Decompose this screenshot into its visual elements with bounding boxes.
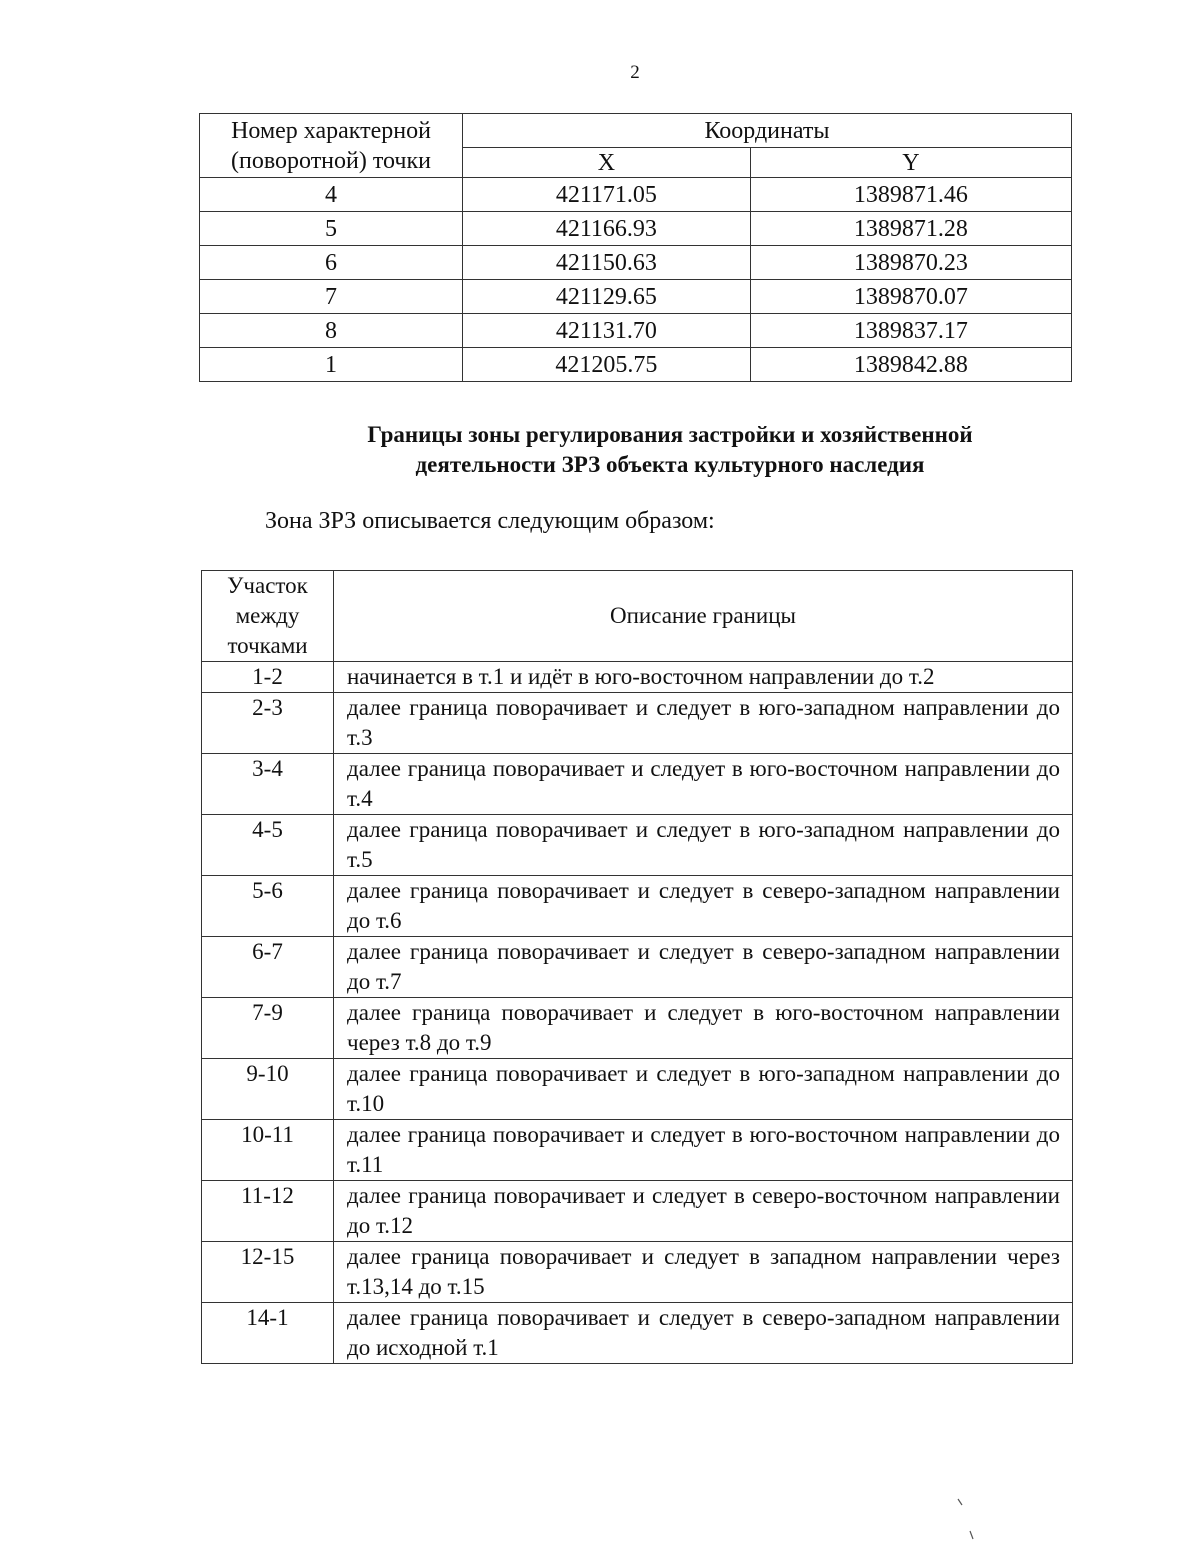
header-coordinates: Координаты	[463, 114, 1072, 148]
description-cell: далее граница поворачивает и следует в северо-восточном направлении до т.12	[334, 1181, 1073, 1242]
description-cell: далее граница поворачивает и следует в юго-западном направлении до т.5	[334, 815, 1073, 876]
table-row	[202, 1181, 1073, 1242]
description-cell: далее граница поворачивает и следует в северо-западном направлении до т.7	[334, 937, 1073, 998]
x-coordinate-cell: 421166.93	[463, 212, 751, 246]
table-row	[202, 1303, 1073, 1364]
x-coordinate-cell: 421129.65	[463, 280, 751, 314]
point-number-cell: 6	[200, 246, 463, 280]
description-cell: начинается в т.1 и идёт в юго-восточном направлении до т.2	[334, 662, 1073, 693]
table-row	[200, 280, 1072, 314]
point-number-cell: 7	[200, 280, 463, 314]
table-row	[200, 246, 1072, 280]
point-number-cell: 4	[200, 178, 463, 212]
header-x: X	[463, 148, 751, 178]
section-title-line-2: деятельности ЗРЗ объекта культурного наследия	[415, 452, 925, 477]
description-cell: далее граница поворачивает и следует в северо-западном направлении до т.6	[334, 876, 1073, 937]
description-cell: далее граница поворачивает и следует в юго-восточном направлении до т.11	[334, 1120, 1073, 1181]
y-coordinate-cell: 1389842.88	[750, 348, 1071, 382]
segment-cell: 10-11	[202, 1120, 334, 1181]
segment-cell: 6-7	[202, 937, 334, 998]
section-title-line-1: Границы зоны регулирования застройки и хозяйственной	[367, 422, 973, 447]
segment-cell: 5-6	[202, 876, 334, 937]
segment-cell: 4-5	[202, 815, 334, 876]
table-row	[200, 212, 1072, 246]
description-cell: далее граница поворачивает и следует в юго-восточном направлении через т.8 до т.9	[334, 998, 1073, 1059]
table-row	[202, 662, 1073, 693]
y-coordinate-cell: 1389871.28	[750, 212, 1071, 246]
section-title	[260, 420, 1080, 480]
description-cell: далее граница поворачивает и следует в юго-западном направлении до т.10	[334, 1059, 1073, 1120]
intro-text: Зона ЗРЗ описывается следующим образом:	[265, 508, 715, 534]
x-coordinate-cell: 421205.75	[463, 348, 751, 382]
segment-cell: 9-10	[202, 1059, 334, 1120]
table-row	[202, 1242, 1073, 1303]
page-number: 2	[630, 62, 640, 83]
point-number-cell: 1	[200, 348, 463, 382]
table-row	[200, 348, 1072, 382]
table-row	[202, 754, 1073, 815]
x-coordinate-cell: 421171.05	[463, 178, 751, 212]
segment-cell: 3-4	[202, 754, 334, 815]
table-row	[200, 314, 1072, 348]
boundary-segments-table	[201, 570, 1073, 1364]
header-point-number: Номер характерной (поворотной) точки	[200, 114, 463, 178]
table-row	[202, 998, 1073, 1059]
table-row	[202, 1059, 1073, 1120]
segment-cell: 12-15	[202, 1242, 334, 1303]
point-number-cell: 8	[200, 314, 463, 348]
y-coordinate-cell: 1389837.17	[750, 314, 1071, 348]
segment-cell: 14-1	[202, 1303, 334, 1364]
header-description: Описание границы	[334, 571, 1073, 662]
y-coordinate-cell: 1389870.07	[750, 280, 1071, 314]
header-segment: Участок между точками	[202, 571, 334, 662]
x-coordinate-cell: 421150.63	[463, 246, 751, 280]
y-coordinate-cell: 1389870.23	[750, 246, 1071, 280]
segments-table-body	[202, 662, 1073, 1364]
segment-cell: 1-2	[202, 662, 334, 693]
y-coordinate-cell: 1389871.46	[750, 178, 1071, 212]
segment-cell: 2-3	[202, 693, 334, 754]
coordinates-table	[199, 113, 1072, 382]
description-cell: далее граница поворачивает и следует в западном направлении через т.13,14 до т.15	[334, 1242, 1073, 1303]
table-row	[200, 178, 1072, 212]
table-row	[202, 876, 1073, 937]
table-row	[202, 1120, 1073, 1181]
table-row	[202, 937, 1073, 998]
description-cell: далее граница поворачивает и следует в юго-западном направлении до т.3	[334, 693, 1073, 754]
segment-cell: 11-12	[202, 1181, 334, 1242]
header-y: Y	[750, 148, 1071, 178]
table-row	[202, 693, 1073, 754]
point-number-cell: 5	[200, 212, 463, 246]
scan-speck-marks	[950, 1495, 990, 1545]
coordinates-table-body	[200, 178, 1072, 382]
table-row	[202, 815, 1073, 876]
x-coordinate-cell: 421131.70	[463, 314, 751, 348]
segment-cell: 7-9	[202, 998, 334, 1059]
description-cell: далее граница поворачивает и следует в северо-западном направлении до исходной т.1	[334, 1303, 1073, 1364]
description-cell: далее граница поворачивает и следует в юго-восточном направлении до т.4	[334, 754, 1073, 815]
